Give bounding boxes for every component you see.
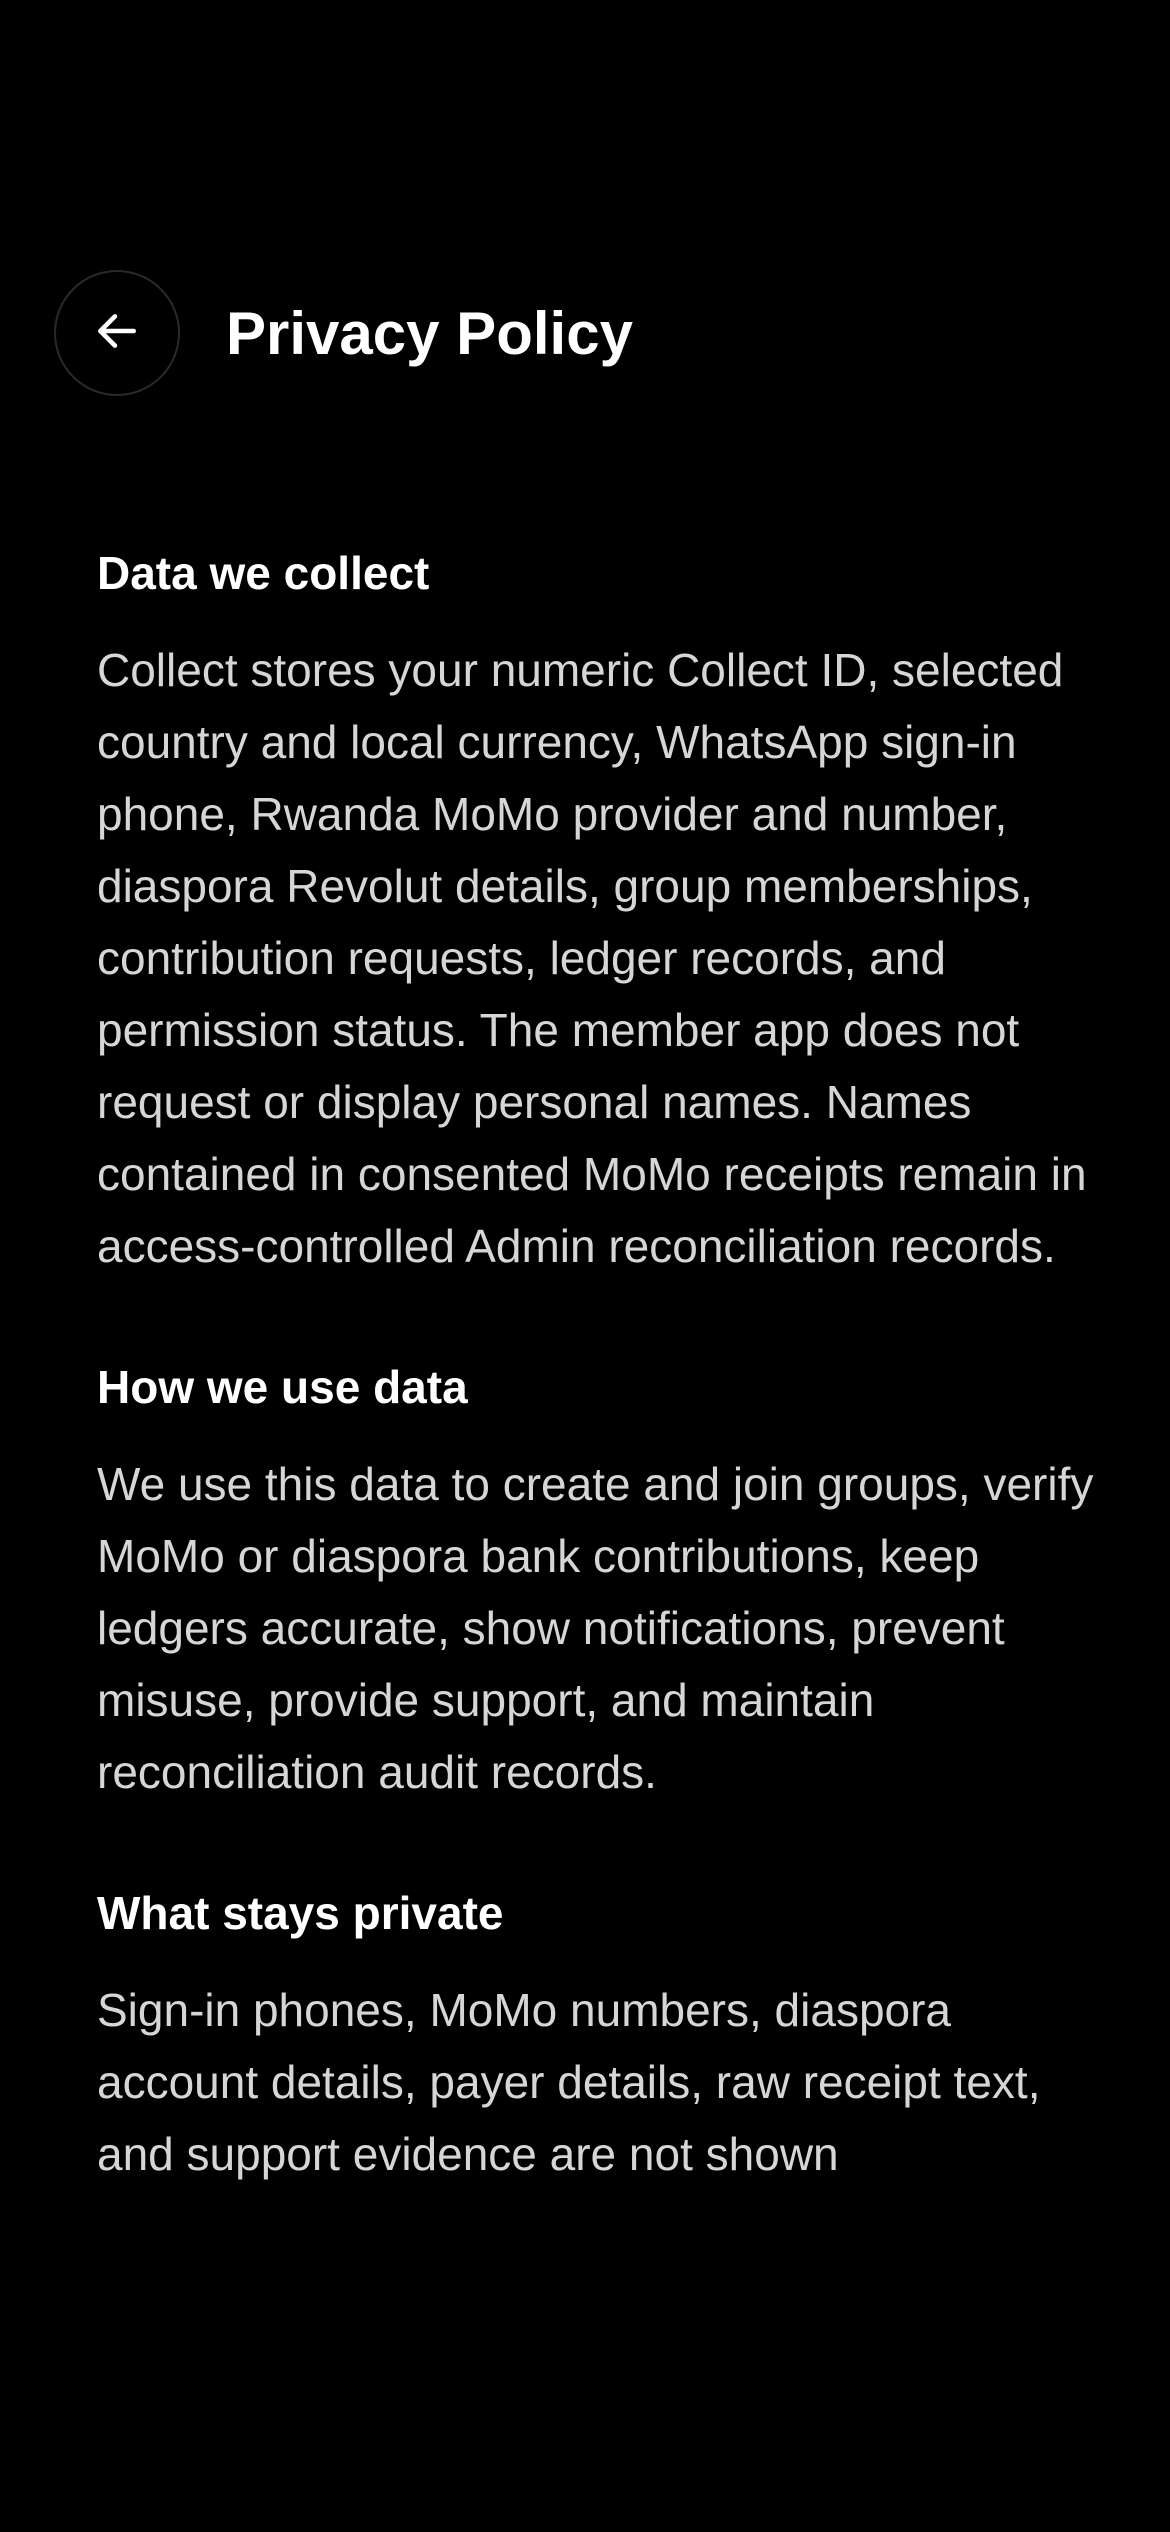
- section-data-we-collect: [97, 540, 1097, 1282]
- section-body: We use this data to create and join groups, verify MoMo or diaspora bank contributions, keep ledgers accurate, show notifications, prevent misuse, provide support, and maintain reconciliation audit records.: [97, 1458, 1094, 1798]
- top-bar: [54, 268, 633, 398]
- arrow-left-icon: [92, 306, 142, 361]
- section-body: Collect stores your numeric Collect ID, selected country and local currency, WhatsApp sign-in phone, Rwanda MoMo provider and number, diaspora Revolut details, group memberships, contribution requests, ledger records, and permission status. The member app does not request or display personal names. Names contained in consented MoMo receipts remain in access-controlled Admin reconciliation records.: [97, 644, 1087, 1272]
- section-body: Sign-in phones, MoMo numbers, diaspora account details, payer details, raw receipt text, and support evidence are not shown: [97, 1984, 1041, 2180]
- section-heading: What stays private: [97, 1887, 504, 1939]
- section-heading: Data we collect: [97, 547, 430, 599]
- page-title: Privacy Policy: [226, 299, 633, 367]
- policy-content[interactable]: [97, 540, 1097, 2430]
- section-how-we-use-data: [97, 1354, 1097, 1808]
- back-button[interactable]: [54, 270, 180, 396]
- section-what-stays-private: [97, 1880, 1097, 2190]
- section-heading: How we use data: [97, 1361, 468, 1413]
